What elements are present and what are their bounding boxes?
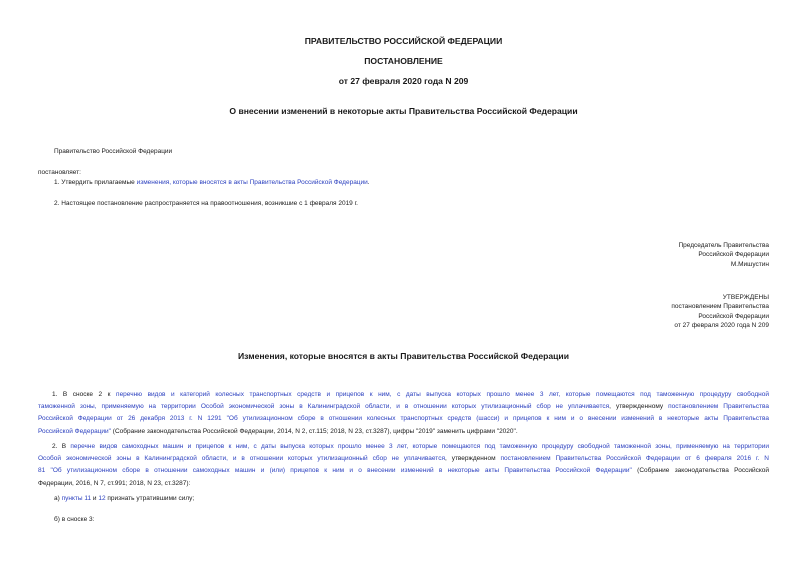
signature-name: М.Мишустин	[730, 260, 769, 268]
item-1-prefix: 1. Утвердить прилагаемые	[54, 179, 137, 186]
p2-list-link[interactable]: перечне видов самоходных машин и прицепов к ним, с даты выпуска которых прошло менее 3 лет, которые помещаются под таможенную процедуру свободной таможенной зоны, применяемую на территории	[70, 443, 770, 450]
item-1-suffix: .	[367, 179, 370, 186]
p1-lead: 1. В сноске 2 к	[52, 391, 117, 398]
document-title: О внесении изменений в некоторые акты Правительства Российской Федерации	[229, 106, 578, 116]
document-date: от 27 февраля 2020 года N 209	[338, 76, 469, 86]
approval-country: Российской Федерации	[698, 312, 769, 320]
approval-date: от 27 февраля 2020 года N 209	[674, 322, 769, 330]
issuer-text: Правительство Российской Федерации	[54, 148, 173, 155]
p2-lead: 2. В	[52, 443, 71, 450]
approval-block	[671, 293, 769, 331]
p1-tail: (Собрание законодательства Российской Федерации, 2014, N 2, ст.115; 2018, N 23, ст.3287), цифры "2019" заменить цифрами "2020".	[111, 427, 518, 435]
p1-approved: , утвержденному	[609, 403, 669, 411]
p2-resolution-link-cont[interactable]: 81 "Об утилизационном сборе в отношении самоходных машин и (или) прицепов к ним и о внесении изменений в некоторые акты Правительства Российской Федерации"	[38, 467, 632, 475]
p2-tail: Федерации, 2016, N 7, ст.991; 2018, N 23, ст.3287):	[38, 479, 191, 487]
point-12-link[interactable]: 12	[98, 495, 106, 502]
p1-resolution-link-cont[interactable]: Российской Федерации от 26 декабря 2013 г. N 1291 "Об утилизационном сборе в отношении колесных транспортных средств (шасси) и прицепов к ним и о внесении изменений в некоторые акты Правительства	[38, 415, 769, 423]
sub-a-and: и	[91, 495, 99, 502]
sub-item-a	[54, 494, 194, 503]
signature-position: Председатель Правительства	[678, 242, 769, 249]
sub-a-suffix: признать утратившими силу;	[105, 495, 195, 502]
annex-title: Изменения, которые вносятся в акты Правительства Российской Федерации	[237, 351, 569, 361]
document-type: ПОСТАНОВЛЕНИЕ	[364, 56, 443, 66]
annex-paragraph-2	[38, 441, 769, 490]
p1-resolution-link-end[interactable]: Российской Федерации"	[38, 427, 111, 435]
point-11-link[interactable]: пункты 11	[61, 495, 92, 502]
p2-approved: , утвержденном	[444, 455, 501, 463]
sub-a-prefix: а)	[54, 495, 62, 502]
item-2: 2. Настоящее постановление распространяется на правоотношения, возникшие с 1 февраля 2019 г.	[54, 200, 358, 207]
p2-resolution-link[interactable]: постановлением Правительства Российской Федерации от 6 февраля 2016 г. N	[500, 455, 769, 463]
p2-collection: (Собрание законодательства Российской	[631, 467, 769, 475]
signature-block	[678, 241, 769, 269]
p1-list-link[interactable]: перечню видов и категорий колесных транспортных средств и прицепов к ним, с даты выпуска которых прошло менее 3 лет, которые помещаются под таможенную процедуру свободной	[116, 391, 769, 398]
approval-title: УТВЕРЖДЕНЫ	[722, 294, 769, 301]
sub-item-b: б) в сноске 3:	[54, 516, 95, 523]
p2-list-link-cont[interactable]: Особой экономической зоны в Калининградской области, и в отношении которых утилизационный сбор не уплачивается	[38, 455, 445, 463]
resolves-text: постановляет:	[38, 169, 81, 176]
item-1	[54, 178, 370, 187]
p1-resolution-link[interactable]: постановлением Правительства	[668, 403, 769, 411]
p1-list-link-cont[interactable]: таможенной зоны, применяемую на территории Особой экономической зоны в Калининградской области, и в отношении которых утилизационный сбор не уплачивается	[38, 403, 610, 411]
annex-paragraph-1	[38, 389, 769, 438]
signature-country: Российской Федерации	[698, 251, 769, 259]
approval-by: постановлением Правительства	[671, 303, 769, 311]
government-heading: ПРАВИТЕЛЬСТВО РОССИЙСКОЙ ФЕДЕРАЦИИ	[304, 36, 503, 46]
changes-link[interactable]: изменения, которые вносятся в акты Правительства Российской Федерации	[136, 179, 368, 186]
